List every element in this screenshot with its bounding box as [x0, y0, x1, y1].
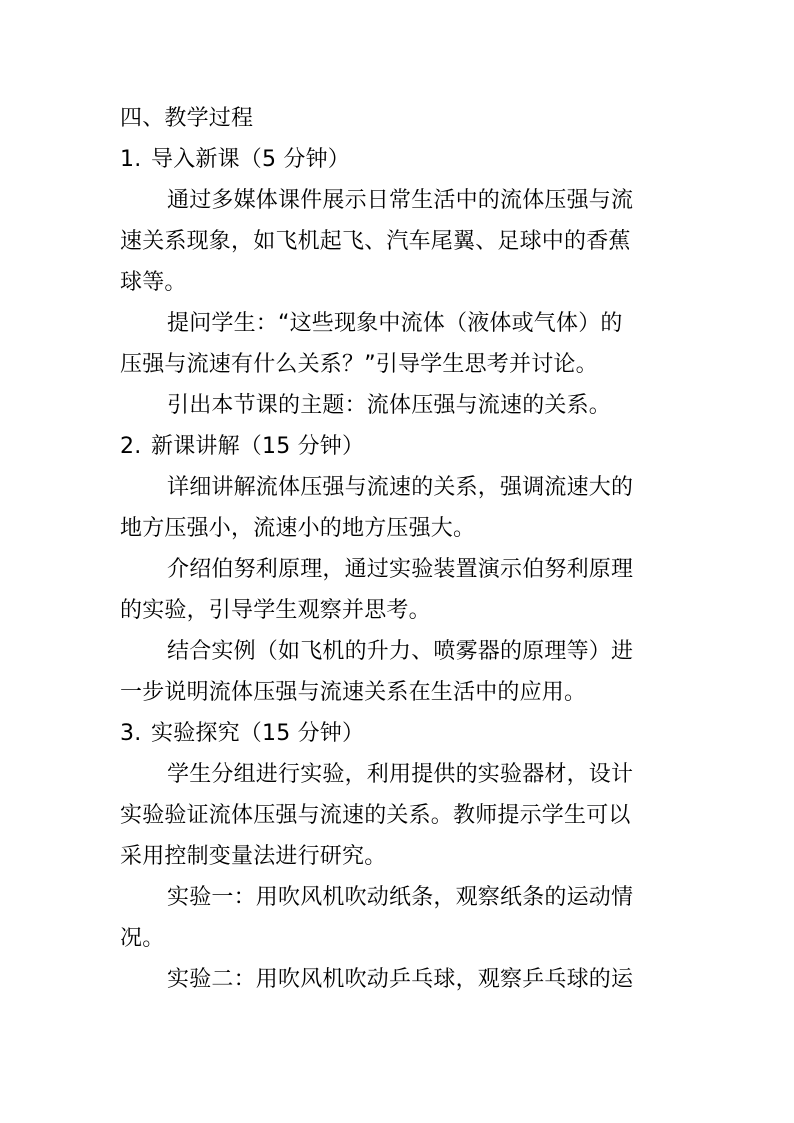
- paragraph-line: 速关系现象，如飞机起飞、汽车尾翼、足球中的香蕉: [120, 229, 631, 254]
- document-page: [120, 98, 680, 1000]
- paragraph-line: 球等。: [120, 270, 187, 295]
- paragraph-line: 结合实例（如飞机的升力、喷雾器的原理等）进: [167, 639, 634, 664]
- paragraph-line: 详细讲解流体压强与流速的关系，强调流速大的: [167, 475, 634, 500]
- step-title: 导入新课（5 分钟）: [151, 147, 350, 172]
- paragraph-line: 学生分组进行实验，利用提供的实验器材，设计: [167, 762, 634, 787]
- section-title: 四、教学过程: [120, 106, 254, 131]
- paragraph-line: 实验二：用吹风机吹动乒乓球，观察乒乓球的运: [167, 967, 634, 992]
- step-heading: [120, 139, 680, 180]
- step-number: 1.: [120, 147, 142, 172]
- step-number: 3.: [120, 721, 142, 746]
- paragraph-line: 况。: [120, 926, 165, 951]
- paragraph-line: 地方压强小，流速小的地方压强大。: [120, 516, 476, 541]
- step-heading: [120, 426, 680, 467]
- step-number: 2.: [120, 434, 142, 459]
- paragraph-line: 一步说明流体压强与流速关系在生活中的应用。: [120, 680, 587, 705]
- paragraph-line: 引出本节课的主题：流体压强与流速的关系。: [167, 393, 612, 418]
- paragraph-line: 通过多媒体课件展示日常生活中的流体压强与流: [167, 188, 634, 213]
- paragraph-line: 实验验证流体压强与流速的关系。教师提示学生可以: [120, 803, 631, 828]
- paragraph-line: 压强与流速有什么关系？”引导学生思考并讨论。: [120, 352, 598, 377]
- step-title: 实验探究（15 分钟）: [151, 721, 365, 746]
- paragraph-line: 提问学生：“这些现象中流体（液体或气体）的: [167, 311, 623, 336]
- paragraph-line: 实验一：用吹风机吹动纸条，观察纸条的运动情: [167, 885, 634, 910]
- paragraph-line: 介绍伯努利原理，通过实验装置演示伯努利原理: [167, 557, 634, 582]
- paragraph-line: 采用控制变量法进行研究。: [120, 844, 387, 869]
- step-title: 新课讲解（15 分钟）: [151, 434, 365, 459]
- paragraph-line: 的实验，引导学生观察并思考。: [120, 598, 431, 623]
- step-heading: [120, 713, 680, 754]
